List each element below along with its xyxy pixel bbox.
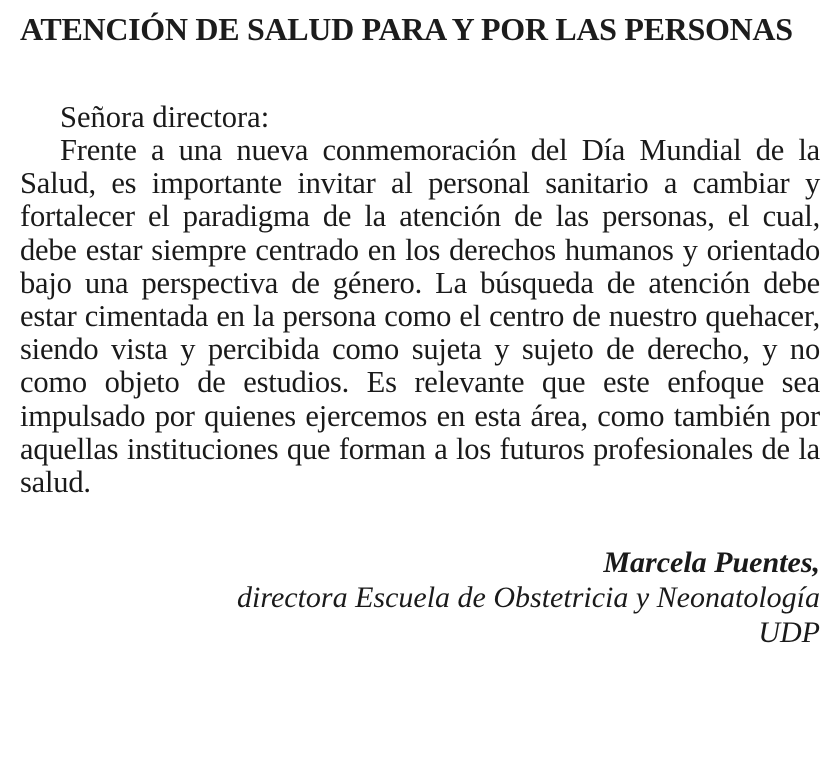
letter-signature [20, 545, 820, 650]
letter-headline: ATENCIÓN DE SALUD PARA Y POR LAS PERSONAS [20, 11, 793, 47]
signature-name: Marcela Puentes, [603, 546, 820, 580]
letter-salutation: Señora directora: [60, 100, 270, 134]
letter-to-editor [20, 10, 820, 650]
letter-body: Frente a una nueva conmemoración del Día Mundial de la Salud, es importante invitar al personal sanitario a cambiar y fortalecer el paradigma de la atención de las personas, el cual, debe estar siempre centrado en los derechos humanos y orientado bajo una perspectiva de género. La búsqueda de atención debe estar cimentada en la persona como el centro de nuestro quehacer, siendo vista y percibida como sujeta y sujeto de derecho, y no como objeto de estudios. Es relevante que este enfoque sea impulsado por quienes ejercemos en esta área, como también por aquellas instituciones que forman a los futuros profesionales de la salud. [20, 133, 820, 500]
signature-role: directora Escuela de Obstetricia y Neonatología [237, 581, 820, 615]
signature-organization: UDP [758, 616, 820, 650]
